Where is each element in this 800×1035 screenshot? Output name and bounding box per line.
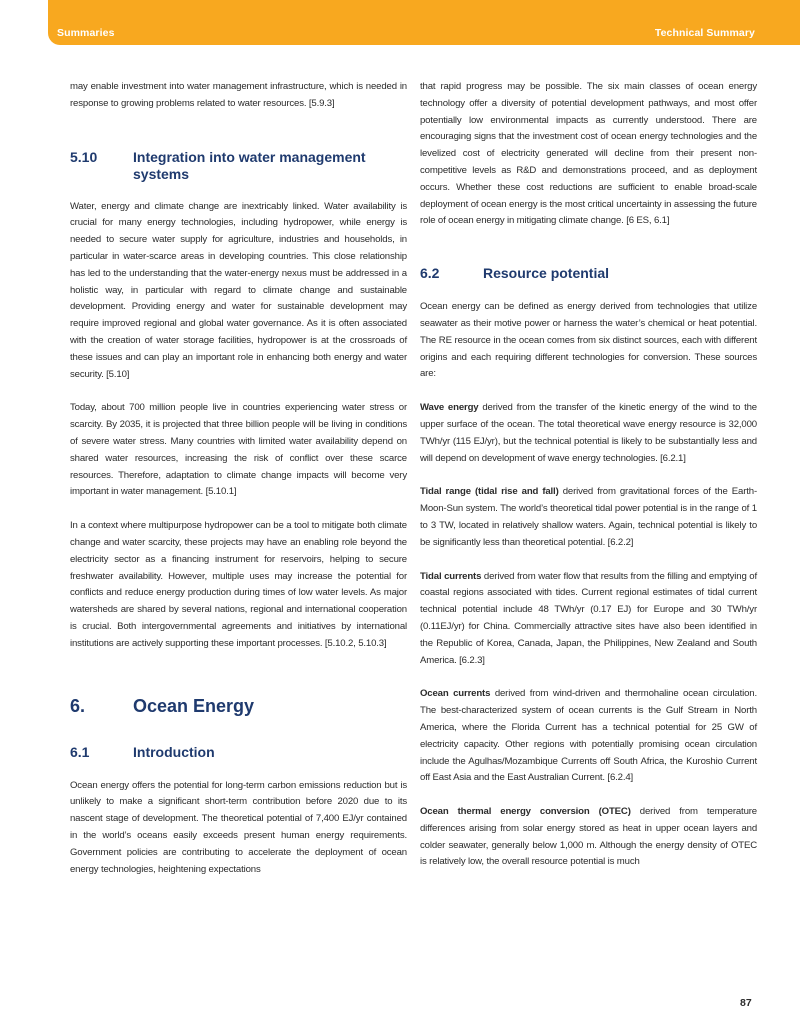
source-term: Tidal currents [420, 570, 482, 582]
header-section-label: Summaries [57, 27, 115, 39]
source-tidal-range [420, 484, 757, 551]
right-column [420, 79, 757, 871]
section-number: 6.2 [420, 265, 440, 282]
source-description: derived from wind-driven and thermohaline ocean circulation. The best-characterized system of ocean currents is the Gulf Stream in North America, where the Florida Current has a technical potential for 25 GW of electricity capacity. Other regions with potentially promising ocean circulation include the Agulhas/Mozambique Currents off South Africa, the Kuroshio Current off East Asia and the East Australian Current. [6.2.4] [420, 688, 757, 784]
section-heading-6-2 [420, 265, 757, 282]
paragraph-continuation: may enable investment into water management infrastructure, which is needed in response to growing problems related to water resources. [5.9.3] [70, 81, 407, 109]
source-description: derived from water flow that results from the filling and emptying of coastal regions associated with tides. Current regional estimates of tidal current technical potential include 48 TWh/yr (0.17 EJ) for Europe and 30 TWh/yr (0.11EJ/yr) for China. Commercially attractive sites have also been identified in the Republic of Korea, Canada, Japan, the Philippines, New Zealand and South America. [6.2.3] [420, 570, 757, 666]
section-title: Resource potential [483, 265, 610, 282]
source-ocean-currents [420, 686, 757, 787]
chapter-number: 6. [70, 695, 86, 716]
source-wave-energy [420, 400, 757, 467]
section-heading-5-10 [70, 149, 407, 183]
section-number: 5.10 [70, 148, 98, 165]
section-title: Introduction [133, 743, 215, 760]
source-otec [420, 804, 757, 871]
paragraph-continuation-right: that rapid progress may be possible. The six main classes of ocean energy technology offer a diversity of potential development pathways, and most offer potentially low environmental impacts as currently understood. There are encouraging signs that the investment cost of ocean energy technologies and the levelized cost of electricity generated will decline from their present non-competitive levels as R&D and demonstrations proceed, and as deployment occurs. Whether these cost reductions are sufficient to enable broad-scale deployment of ocean energy is the most critical uncertainty in assessing the future role of ocean energy in mitigating climate change. [6 ES, 6.1] [420, 81, 757, 227]
paragraph-ocean-intro: Ocean energy offers the potential for long-term carbon emissions reduction but is unlikely to make a significant short-term contribution before 2020 due to its nascent stage of development. The theoretical potential of 7,400 EJ/yr contained in the world’s oceans easily exceeds present human energy requirements. Government policies are contributing to accelerate the deployment of ocean energy technologies, heightening expectations [70, 779, 407, 875]
section-heading-6-1 [70, 744, 407, 761]
source-description: derived from the transfer of the kinetic energy of the wind to the upper surface of the ocean. The total theoretical wave energy resource is 32,000 TWh/yr (115 EJ/yr), but the technical potential is likely to be substantially less and will depend on development of wave energy technologies. [6.2.1] [420, 402, 757, 464]
source-term: Ocean currents [420, 688, 491, 700]
source-term: Tidal range (tidal rise and fall) [420, 486, 559, 498]
source-description: derived from gravitational forces of the Earth-Moon-Sun system. The world’s theoretical tidal power potential is in the range of 1 to 3 TW, located in relatively shallow waters. Again, technical potential is likely to be significantly less than theoretical potential. [6.2.2] [420, 486, 757, 548]
source-term: Wave energy [420, 402, 479, 414]
source-tidal-currents [420, 569, 757, 670]
page-number: 87 [740, 997, 752, 1009]
left-column [70, 79, 407, 878]
source-term: Ocean thermal energy conversion (OTEC) [420, 806, 631, 818]
section-number: 6.1 [70, 743, 90, 760]
section-title: Integration into water management systems [133, 148, 366, 182]
paragraph-water-stress: Today, about 700 million people live in countries experiencing water stress or scarcity. By 2035, it is projected that three billion people will be living in conditions of severe water stress. Many countries with limited water availability depend on shared water resources, increasing the risk of conflict over these scarce resources. Therefore, adaptation to climate change impacts will become very important in water management. [5.10.1] [70, 402, 407, 498]
paragraph-multipurpose-hydropower: In a context where multipurpose hydropower can be a tool to mitigate both climate change and water scarcity, these projects may have an enabling role beyond the electricity sector as a financing instrument for reservoirs, helping to secure freshwater availability. However, multiple uses may increase the potential for conflicts and reduce energy production during times of low water levels. As major watersheds are shared by several nations, regional and international cooperation is crucial. Both intergovernmental agreements and initiatives by international institutions are actively supporting these important processes. [5.10.2, 5.10.3] [70, 520, 407, 649]
chapter-heading-6 [70, 695, 407, 717]
paragraph-water-energy: Water, energy and climate change are inextricably linked. Water availability is crucial for many energy technologies, including hydropower, while energy is needed to secure water supply for agriculture, industries and households, in particular in water-scarce areas in developing countries. This close relationship has led to the understanding that the water-energy nexus must be addressed in a holistic way, in particular with regard to climate change and sustainable development. Providing energy and water for sustainable development may require improved regional and global water governance. As it is often associated with the creation of water storage facilities, hydropower is at the crossroads of these issues and can play an important role in enhancing both energy and water security. [5.10] [70, 200, 407, 380]
chapter-title: Ocean Energy [133, 695, 255, 716]
source-description: derived from temperature differences arising from solar energy stored as heat in upper ocean layers and colder seawater, generally below 1,000 m. Although the energy density of OTEC is relatively low, the overall resource potential is much [420, 806, 757, 868]
paragraph-ocean-definition: Ocean energy can be defined as energy derived from technologies that utilize seawater as their motive power or harness the water’s chemical or heat potential. The RE resource in the ocean comes from six distinct sources, each with different origins and each requiring different technologies for conversion. These sources are: [420, 301, 757, 380]
header-chapter-label: Technical Summary [654, 27, 755, 39]
